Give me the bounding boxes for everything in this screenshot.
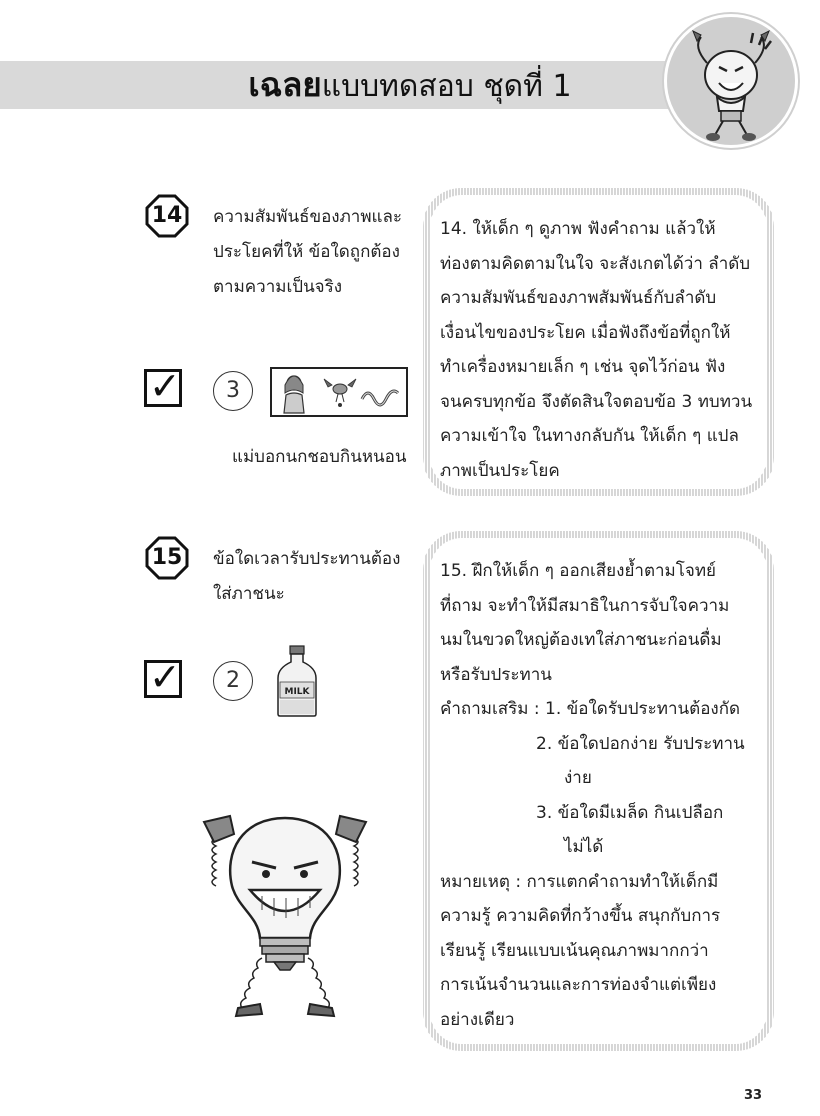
- question-text: [213, 200, 402, 305]
- checkmark-icon: ✓: [149, 655, 181, 699]
- explanation-line: เงื่อนไขของประโยค เมื่อฟังถึงข้อที่ถูกให้: [440, 322, 731, 343]
- answer-choice-number: 2: [213, 661, 253, 701]
- question-number-badge: [145, 536, 189, 580]
- bird-icon: [324, 379, 356, 407]
- explanation-line: ทำเครื่องหมายเล็ก ๆ เช่น จุดไว้ก่อน ฟัง: [440, 357, 726, 377]
- title-rest: แบบทดสอบ ชุดที่ 1: [321, 69, 572, 104]
- explanation-line: ท่องตามคิดตามในใจ จะสังเกตได้ว่า ลำดับ: [440, 253, 751, 274]
- lightbulb-mascot-small-icon: [667, 17, 795, 145]
- question-number: 14: [151, 203, 183, 228]
- explanation-line: จนครบทุกข้อ จึงตัดสินใจตอบข้อ 3 ทบทวน: [440, 391, 753, 412]
- question-number: 15: [151, 545, 183, 570]
- question-line: ข้อใดเวลารับประทานต้อง: [213, 549, 401, 569]
- question-number-badge: [145, 194, 189, 238]
- answer-choice-number: 3: [213, 371, 253, 411]
- extra-question-line: 3. ข้อใดมีเมล็ด กินเปลือก: [536, 802, 724, 823]
- note-line: เรียนรู้ เรียนแบบเน้นคุณภาพมากกว่า: [440, 940, 709, 961]
- extra-question-line: คำถามเสริม : 1. ข้อใดรับประทานต้องกัด: [440, 699, 741, 719]
- question-text: [213, 542, 400, 612]
- explanation-line: หรือรับประทาน: [440, 664, 552, 685]
- question-line: ความสัมพันธ์ของภาพและ: [213, 207, 403, 227]
- explanation-line: 14. ให้เด็ก ๆ ดูภาพ ฟังคำถาม แล้วให้: [440, 219, 716, 239]
- note-line: การเน้นจำนวนและการท่องจำแต่เพียง: [440, 975, 717, 995]
- explanation-text: [440, 212, 758, 488]
- mascot-badge: [664, 14, 798, 148]
- worm-icon: [362, 391, 398, 405]
- explanation-text: [440, 554, 758, 1037]
- title-bold: เฉลย: [248, 65, 322, 104]
- explanation-line: นมในขวดใหญ่ต้องเทใส่ภาชนะก่อนดื่ม: [440, 630, 722, 650]
- explanation-line: ภาพเป็นประโยค: [440, 460, 560, 481]
- explanation-line: ที่ถาม จะทำให้มีสมาธิในการจับใจความ: [440, 595, 730, 616]
- answer-picture-frame: [270, 367, 408, 417]
- question-line: ประโยคที่ให้ ข้อใดถูกต้อง: [213, 242, 400, 262]
- note-line: หมายเหตุ : การแตกคำถามทำให้เด็กมี: [440, 871, 719, 892]
- answer-checkbox: [144, 655, 182, 699]
- page-number: 33: [744, 1088, 763, 1103]
- extra-question-line: ง่าย: [564, 768, 592, 788]
- milk-bottle-icon: [274, 644, 320, 718]
- question-line: ตามความเป็นจริง: [213, 277, 343, 297]
- extra-question-line: ไม่ได้: [564, 837, 604, 857]
- answer-caption: แม่บอกนกชอบกินหนอน: [232, 447, 407, 467]
- note-line: ความรู้ ความคิดที่กว้างขึ้น สนุกกับการ: [440, 906, 721, 926]
- question-line: ใส่ภาชนะ: [213, 584, 285, 604]
- explanation-line: ความสัมพันธ์ของภาพสัมพันธ์กับลำดับ: [440, 288, 717, 308]
- explanation-line: 15. ฝึกให้เด็ก ๆ ออกเสียงย้ำตามโจทย์: [440, 561, 717, 581]
- milk-label: MILK: [284, 687, 310, 697]
- extra-question-line: 2. ข้อใดปอกง่าย รับประทาน: [536, 733, 745, 754]
- lightbulb-mascot-icon: [176, 808, 394, 1020]
- explanation-line: ความเข้าใจ ในทางกลับกัน ให้เด็ก ๆ แปล: [440, 426, 739, 446]
- note-line: อย่างเดียว: [440, 1009, 515, 1030]
- answer-checkbox: [144, 364, 182, 408]
- checkmark-icon: ✓: [149, 364, 181, 408]
- mother-icon: [284, 376, 304, 413]
